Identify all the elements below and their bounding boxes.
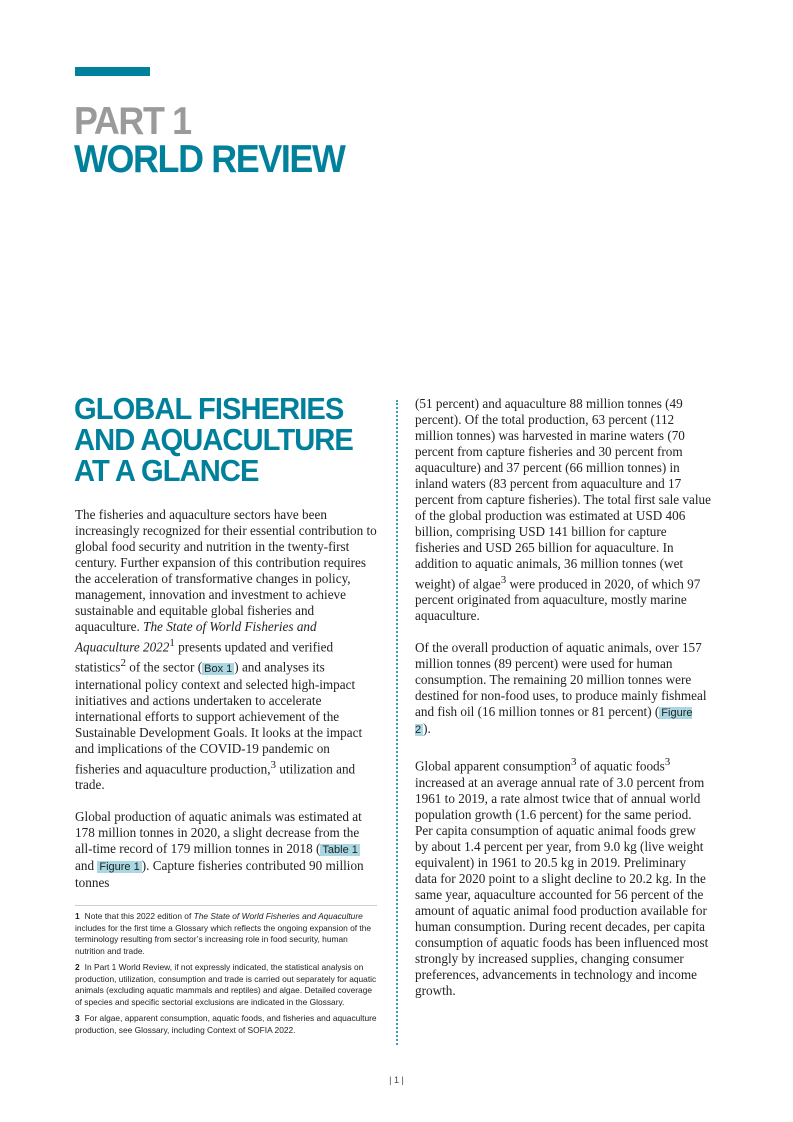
footnote-3: [75, 1013, 377, 1036]
accent-bar: [75, 67, 150, 76]
table1-link[interactable]: Table 1: [322, 844, 358, 857]
figure2-link[interactable]: Figure 2: [415, 707, 693, 737]
footnotes: [75, 905, 377, 1041]
text-segment: of the sector (: [125, 659, 203, 675]
footnote-number: 1: [75, 911, 80, 921]
footnote-ref: 3: [270, 758, 277, 771]
paragraph-consumption: [415, 754, 711, 998]
section-title-line-2: AND AQUACULTURE: [74, 422, 353, 457]
footnote-1: [75, 911, 377, 957]
publication-title: The State of World Fisheries and Aquaculture 2022: [75, 619, 317, 655]
text-segment: Of the overall production of aquatic animals, over 157 million tonnes (89 percent) were used for human consumption. The remaining 20 million tonnes were destined for non-food uses, to produce mainly fishmeal and fish oil (16 million tonnes or 81 percent) (: [415, 640, 707, 720]
footnote-number: 2: [75, 962, 80, 972]
part-label: PART 1: [74, 100, 191, 143]
text-segment: Global production of aquatic animals was estimated at 178 million tonnes in 2020, a slight decrease from the all-time record of 179 million tonnes in 2018 (: [75, 809, 362, 857]
text-segment: and: [75, 858, 98, 874]
text-segment: increased at an average annual rate of 3.0 percent from 1961 to 2019, a rate almost twice that of annual world population growth (1.6 percent) for the same period. Per capita consumption of aquatic animal foods grew by about 1.4 percent per year, from 9.0 kg (live weight equivalent) in 1961 to 20.5 kg in 2019. Preliminary data for 2020 point to a slight decline to 20.2 kg. In the same year, aquaculture accounted for 56 percent of the amount of aquatic animal food production available for human consumption. During recent decades, per capita consumption of aquatic foods has been influenced most strongly by increased supplies, changing consumer preferences, advancements in technology and income growth.: [415, 774, 709, 998]
right-column: [415, 396, 711, 1015]
text-segment: The fisheries and aquaculture sectors have been increasingly recognized for their essential contribution to global food security and nutrition in the twenty-first century. Further expansion of this contribution requires the acceleration of transformative changes in policy, management, innovation and investment to achieve sustainable and equitable global fisheries and aquaculture.: [75, 507, 377, 634]
figure1-link[interactable]: Figure 1: [99, 861, 140, 874]
text-segment: of aquatic foods: [576, 758, 665, 774]
box1-link[interactable]: Box 1: [204, 662, 233, 675]
footnote-ref: 3: [571, 756, 577, 769]
footnote-text: In Part 1 World Review, if not expressly indicated, the statistical analysis on production, utilization, consumption and trade is carried out separately for aquatic animals (excluding aquatic mammals and reptiles) and algae. Detailed coverage of species and specific sectorial exclusions are indicated in the Glossary.: [75, 962, 377, 1007]
section-title-line-3: AT A GLANCE: [74, 453, 259, 488]
text-segment: ).: [423, 721, 431, 737]
paragraph-intro: [75, 507, 377, 793]
left-column: [75, 507, 377, 907]
text-segment: ). Capture fisheries contributed 90 million tonnes: [75, 858, 364, 891]
paragraph-utilization: [415, 640, 711, 738]
footnote-italic: The State of World Fisheries and Aquaculture: [193, 911, 363, 921]
text-segment: utilization and trade.: [75, 761, 356, 793]
footnote-ref: 2: [120, 657, 126, 670]
section-title: [74, 393, 356, 486]
footnote-number: 3: [75, 1013, 80, 1023]
paragraph-production-continued: [415, 396, 711, 624]
footnote-ref: 3: [664, 756, 671, 769]
text-segment: presents updated and verified statistics: [75, 639, 334, 675]
paragraph-production: [75, 809, 377, 891]
text-segment: were produced in 2020, of which 97 percent originated from aquaculture, mostly marine aquaculture.: [415, 576, 701, 624]
footnote-2: [75, 962, 377, 1008]
section-title-line-1: GLOBAL FISHERIES: [74, 391, 344, 426]
footnote-ref: 3: [500, 574, 507, 586]
text-segment: (51 percent) and aquaculture 88 million tonnes (49 percent). Of the total production, 63 percent (112 million tonnes) was harvested in marine waters (70 percent from capture fisheries and 30 percent from aquaculture) and 37 percent (66 million tonnes) in inland waters (83 percent from aquaculture and 17 percent from capture fisheries). The total first sale value of the global production was estimated at USD 406 billion, comprising USD 141 billion for capture fisheries and USD 265 billion for aquaculture. In addition to aquatic animals, 36 million tonnes (wet weight) of algae: [415, 396, 711, 592]
footnote-text: For algae, apparent consumption, aquatic foods, and fisheries and aquaculture production, see Glossary, including Context of SOFIA 2022.: [75, 1013, 377, 1035]
part-title: WORLD REVIEW: [74, 138, 345, 181]
footnote-text: includes for the first time a Glossary which reflects the ongoing expansion of the terminology resulting from sector’s increasing role in food security, human nutrition and trade.: [75, 922, 372, 956]
column-divider: [396, 400, 398, 1045]
text-segment: ) and analyses its international policy context and selected high-impact initiatives and actions undertaken to accelerate international efforts to support achievement of the Sustainable Development Goals. It looks at the impact and implications of the COVID-19 pandemic on fisheries and aquaculture production,: [75, 659, 363, 777]
footnote-text: Note that this 2022 edition of: [84, 911, 194, 921]
page-number: | 1 |: [389, 1075, 404, 1085]
text-segment: Global apparent consumption: [415, 758, 572, 774]
footnote-ref: 1: [169, 637, 175, 649]
